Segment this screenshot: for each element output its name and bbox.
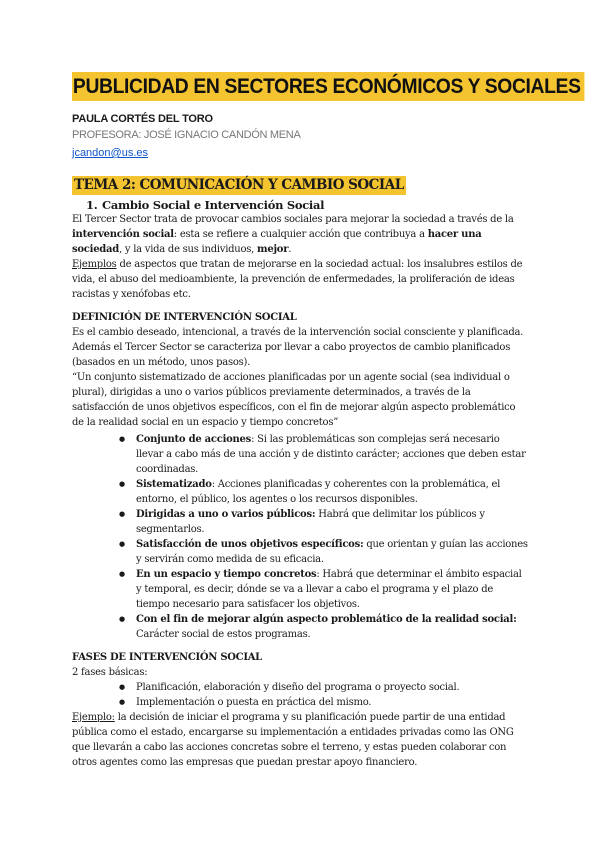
definition-quote: “Un conjunto sistematizado de acciones planificadas por un agente social (sea individual o plural), dirigidas a uno o varios públicos previamente determinados, a través de la satisfacción de unos objetivos específicos, con el fin de mejorar algún aspecto problemático de la realidad social en un espacio y tiempo concretos” [72, 372, 516, 428]
list-item: ● Satisfacción de unos objetivos específicos: que orientan y guían las acciones y servirán como medida de su eficacia. [136, 537, 528, 567]
section-number: 1. [86, 198, 98, 212]
professor-name: PROFESORA: JOSÉ IGNACIO CANDÓN MENA [72, 129, 301, 141]
author-name: PAULA CORTÉS DEL TORO [72, 113, 213, 125]
tema-heading: TEMA 2: COMUNICACIÓN Y CAMBIO SOCIAL [74, 177, 404, 193]
examples-paragraph: Ejemplos de aspectos que tratan de mejorarse en la sociedad actual: los insalubres estilos de vida, el abuso del medioambiente, la prevención de enfermedades, la proliferación de ideas racistas y xenófobas etc. [72, 259, 523, 300]
list-item: ● Sistematizado: Acciones planificadas y coherentes con la problemática, el entorno, el público, los agentes o los recursos disponibles. [136, 477, 528, 507]
list-item: ● Dirigidas a uno o varios públicos: Habrá que delimitar los públicos y segmentarlos. [136, 507, 528, 537]
document-title: PUBLICIDAD EN SECTORES ECONÓMICOS Y SOCIALES [72, 72, 584, 101]
definition-bullet-list [72, 432, 528, 642]
definition-paragraph: Es el cambio deseado, intencional, a través de la intervención social consciente y planificada. Además el Tercer Sector se caracteriza por llevar a cabo proyectos de cambio planificados (basados en un método, unos pasos). [72, 327, 524, 368]
intro-paragraph: El Tercer Sector trata de provocar cambios sociales para mejorar la sociedad a través de la intervención social: esta se refiere a cualquier acción que contribuya a hacer una sociedad, y la vida de sus individuos, mejor. [72, 214, 514, 255]
list-item: ● Conjunto de acciones: Si las problemáticas son complejas será necesario llevar a cabo más de una acción y de distinto carácter; acciones que deben estar coordinadas. [136, 432, 528, 477]
fases-heading: FASES DE INTERVENCIÓN SOCIAL [72, 652, 262, 663]
section-heading [72, 198, 528, 212]
fases-intro: 2 fases básicas: [72, 667, 148, 678]
definition-heading: DEFINICIÓN DE INTERVENCIÓN SOCIAL [72, 312, 297, 323]
fases-bullet-list [72, 680, 528, 710]
email-link[interactable]: jcandon@us.es [72, 147, 148, 159]
section-title: Cambio Social e Intervención Social [102, 198, 325, 212]
list-item: ● Implementación o puesta en práctica del mismo. [136, 695, 528, 710]
list-item: ● En un espacio y tiempo concretos: Habrá que determinar el ámbito espacial y temporal, es decir, dónde se va a llevar a cabo el programa y el plazo de tiempo necesario para satisfacer los objetivos. [136, 567, 528, 612]
list-item: ● Con el fin de mejorar algún aspecto problemático de la realidad social: Carácter social de estos programas. [136, 612, 528, 642]
list-item: ● Planificación, elaboración y diseño del programa o proyecto social. [136, 680, 528, 695]
example-paragraph: Ejemplo: la decisión de iniciar el programa y su planificación puede partir de una entidad pública como el estado, encargarse su implementación a entidades privadas como las ONG que llevarán a cabo las acciones concretas sobre el terreno, y estas pueden colaborar con otros agentes como las empresas que puedan prestar apoyo financiero. [72, 712, 514, 768]
